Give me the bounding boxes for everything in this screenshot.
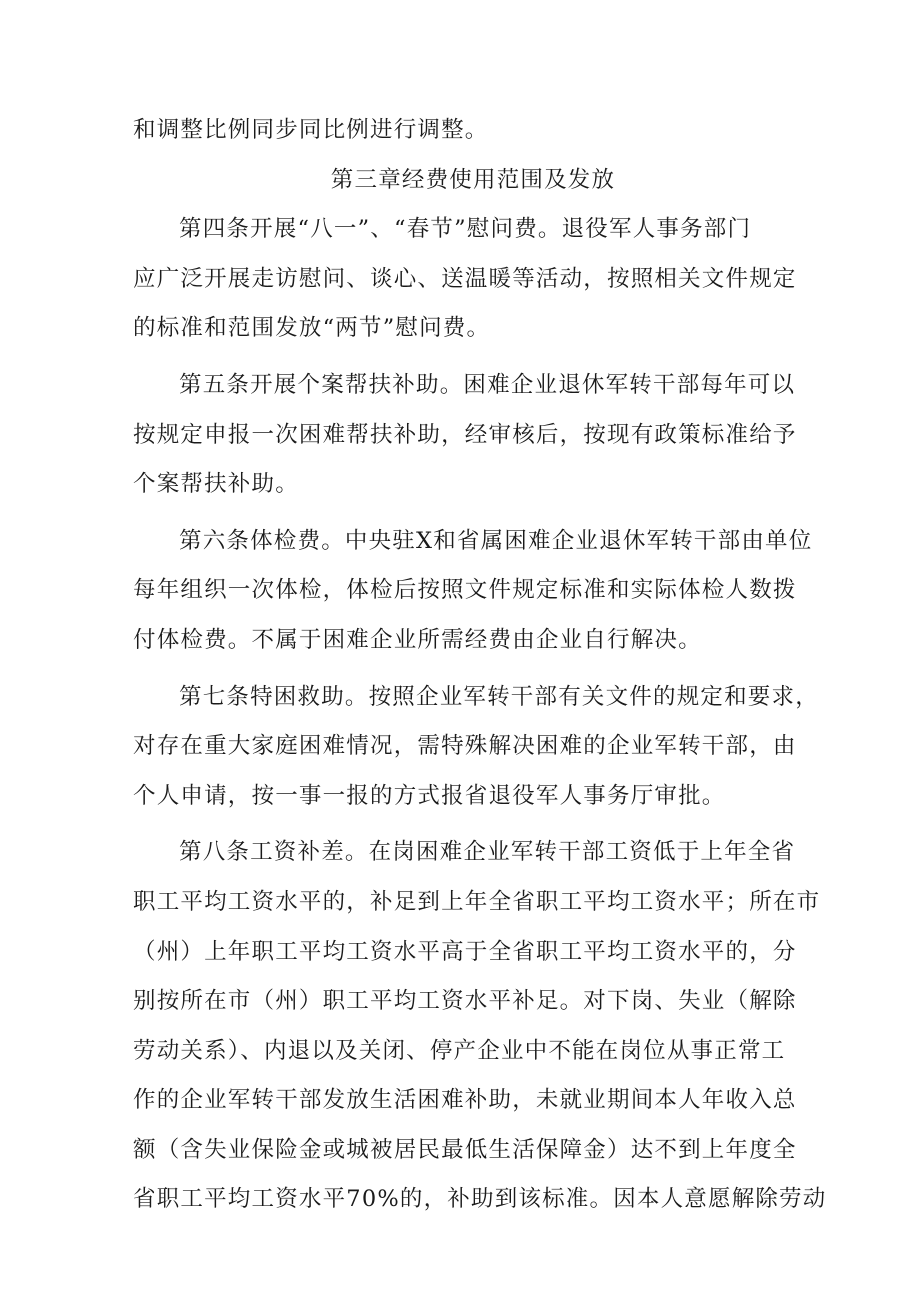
paragraph-line: 的标准和范围发放“两节”慰问费。 (133, 315, 491, 342)
paragraph-line: 作的企业军转干部发放生活困难补助，未就业期间本人年收入总 (133, 1087, 797, 1114)
paragraph-line: 个人申请，按一事一报的方式报省退役军人事务厅审批。 (133, 782, 726, 809)
chapter-title: 第三章经费使用范围及发放 (330, 166, 616, 193)
paragraph-line: 每年组织一次体检，体检后按照文件规定标准和实际体检人数拨 (133, 577, 797, 604)
paragraph-line: 劳动关系）、内退以及关闭、停产企业中不能在岗位从事正常工 (133, 1037, 786, 1064)
article-7 (133, 673, 819, 822)
article-8 (133, 828, 827, 1225)
article-5 (133, 361, 797, 510)
paragraph-line: （州）上年职工平均工资水平高于全省职工平均工资水平的，分 (133, 938, 797, 965)
paragraph-line: 省职工平均工资水平70%的，补助到该标准。因本人意愿解除劳动 (133, 1186, 827, 1213)
document-body (133, 106, 827, 1232)
paragraph-line: 额（含失业保险金或城被居民最低生活保障金）达不到上年度全 (133, 1136, 797, 1163)
paragraph-line: 付体检费。不属于困难企业所需经费由企业自行解决。 (133, 626, 702, 653)
paragraph-line: 第七条特困救助。按照企业军转干部有关文件的规定和要求， (179, 683, 819, 710)
continuation-line: 和调整比例同步同比例进行调整。 (133, 117, 489, 143)
paragraph-line: 职工平均工资水平的，补足到上年全省职工平均工资水平；所在市 (133, 888, 821, 915)
paragraph-line: 别按所在市（州）职工平均工资水平补足。对下岗、失业（解除 (133, 988, 797, 1015)
paragraph-line: 应广泛开展走访慰问、谈心、送温暖等活动，按照相关文件规定 (133, 265, 797, 292)
paragraph-line: 第四条开展“八一”、“春节”慰问费。退役军人事务部门 (179, 216, 752, 243)
paragraph-line: 第五条开展个案帮扶补助。困难企业退休军转干部每年可以 (179, 371, 796, 398)
paragraph-line: 第六条体检费。中央驻X和省属困难企业退休军转干部由单位 (179, 527, 813, 554)
paragraph-line: 个案帮扶补助。 (133, 471, 299, 498)
article-4 (133, 205, 797, 354)
paragraph-line: 对存在重大家庭困难情况，需特殊解决困难的企业军转干部，由 (133, 733, 797, 760)
paragraph-line: 第八条工资补差。在岗困难企业军转干部工资低于上年全省 (179, 839, 796, 866)
article-6 (133, 517, 813, 666)
paragraph-line: 按规定申报一次困难帮扶补助，经审核后，按现有政策标准给予 (133, 421, 797, 448)
